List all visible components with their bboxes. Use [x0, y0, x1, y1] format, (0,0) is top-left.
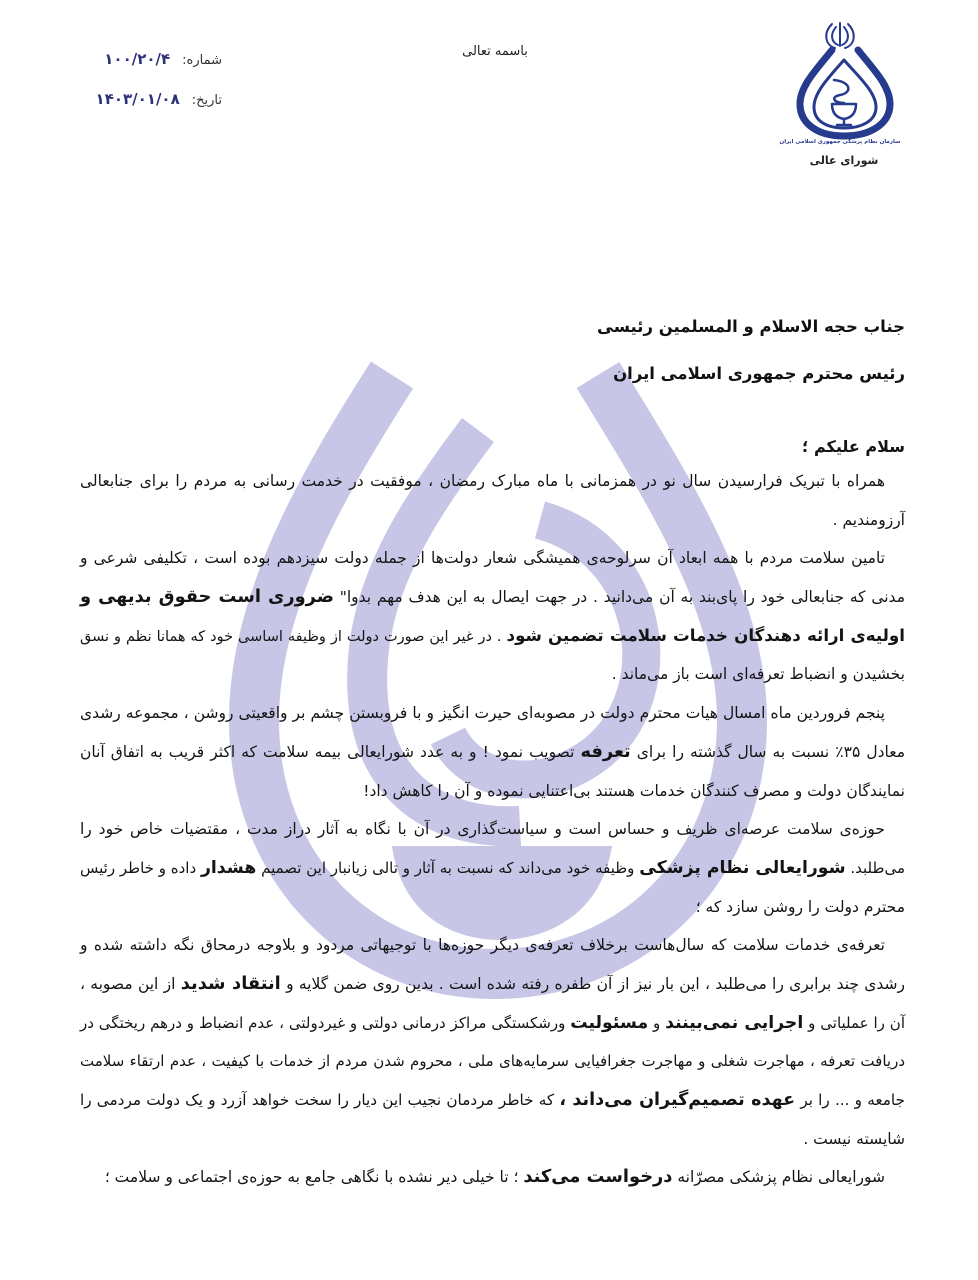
bold-text: شورایعالی نظام پزشکی — [639, 857, 846, 878]
date-label: تاریخ: — [191, 93, 222, 108]
letter-date-row — [96, 90, 222, 108]
text-line — [80, 888, 905, 927]
text-line — [80, 539, 905, 578]
text-segment: شورایعالی نظام پزشکی مصرّانه — [672, 1168, 885, 1187]
text-segment: و — [648, 1013, 666, 1032]
logo-council-name: شورای عالی — [809, 154, 879, 167]
text-segment: وظیفه خود می‌داند که نسبت به آثار و تالی زیانبار این تصمیم — [256, 858, 640, 877]
text-line — [80, 694, 905, 733]
text-segment: شایسته نیست . — [803, 1129, 905, 1148]
text-segment: محترم دولت را روشن سازد که ؛ — [695, 897, 905, 916]
text-line — [80, 655, 905, 694]
text-segment: معادل ۳۵٪ نسبت به سال گذشته را برای — [630, 742, 905, 761]
date-value: ۱۴۰۳/۰۱/۰۸ — [95, 90, 180, 108]
bold-text: عهده تصمیم‌گیران می‌داند ، — [559, 1090, 796, 1110]
text-segment: حوزه‌ی سلامت عرصه‌ای ظریف و حساس است و سیاست‌گذاری در آن با نگاه به آثار دراز مدت ، مقتضیات خاص خود را — [80, 820, 885, 839]
logo-organization-name: سازمان نظام پزشکی جمهوری اسلامی ایران — [779, 139, 901, 145]
text-line — [80, 1081, 905, 1120]
text-line — [80, 849, 905, 888]
number-value: ۱۰۰/۲۰/۴ — [104, 50, 171, 68]
text-segment: تصویب نمود ! و به عدد شورایعالی بیمه سلامت که اکثر قریب به اتفاق آنان — [80, 742, 581, 761]
text-segment: که خاطر مردمان نجیب این دیار را سخت خواهد آزرد و یک دولت مردمی را — [80, 1091, 560, 1109]
bold-text: تعرفه — [580, 740, 631, 762]
bold-text: درخواست می‌کند — [523, 1166, 673, 1188]
letter-body — [80, 462, 905, 1197]
paragraph — [80, 539, 905, 694]
greeting: سلام علیکم ؛ — [802, 437, 905, 456]
addressee-line-2: رئیس محترم جمهوری اسلامی ایران — [613, 364, 905, 383]
text-segment: آرزومندیم . — [832, 510, 905, 529]
text-line — [80, 926, 905, 965]
text-line — [80, 772, 905, 811]
text-segment: داده و خاطر رئیس — [80, 858, 201, 877]
text-line — [80, 1158, 905, 1197]
medical-council-logo-icon — [786, 18, 910, 146]
addressee-line-1: جناب حجه الاسلام و المسلمین رئیسی — [597, 317, 905, 336]
letter-number-row — [104, 50, 222, 68]
text-line — [80, 810, 905, 849]
paragraph — [80, 926, 905, 1158]
text-segment: مدنی که جنابعالی خود را پای‌بند به آن می‌دانید . در جهت ایصال به این هدف مهم بدوا" — [333, 588, 905, 607]
text-line — [80, 617, 905, 656]
bold-text: اولیه‌ی ارائه دهندگان خدمات سلامت تضمین شود — [506, 625, 905, 645]
iran-emblem-icon — [826, 23, 853, 48]
text-line — [80, 1004, 905, 1043]
text-line — [80, 462, 905, 501]
text-line — [80, 733, 905, 772]
text-line — [80, 1042, 905, 1081]
bold-text: انتقاد شدید — [180, 972, 281, 994]
bold-text: ضروری است حقوق بدیهی و — [80, 586, 334, 608]
text-line — [80, 965, 905, 1004]
number-label: شماره: — [182, 53, 222, 68]
text-segment: پنجم فروردین ماه امسال هیات محترم دولت در مصوبه‌ای حیرت انگیز و با فروبستن چشم بر واقعیتی روشن ، مجموعه رشدی — [80, 704, 885, 723]
medical-cup-snake-icon — [832, 80, 856, 125]
paragraph — [80, 462, 905, 539]
text-segment: همراه با تبریک فرارسیدن سال نو در همزمانی با ماه مبارک رمضان ، موفقیت در خدمت رسانی به مردم را برای جنابعالی — [80, 472, 885, 490]
paragraph — [80, 694, 905, 810]
text-line — [80, 1120, 905, 1159]
paragraph — [80, 1158, 905, 1197]
bold-text: هشدار — [200, 857, 257, 878]
text-segment: ؛ تا خیلی دیر نشده با نگاهی جامع به حوزه‌ی اجتماعی و سلامت ؛ — [104, 1168, 524, 1187]
text-segment: رشدی چند برابری را می‌طلبد ، این بار نیز از آن طفره رفته شده است . بدین روی ضمن گلایه و — [280, 974, 906, 993]
text-segment: دریافت تعرفه ، مهاجرت شغلی و مهاجرت جغرافیایی سرمایه‌های ملی ، محروم شدن مردم از خدمات با کیفیت ، عدم ارتقاء سلامت — [80, 1052, 905, 1071]
text-segment: می‌طلبد. — [845, 858, 905, 877]
paragraph — [80, 810, 905, 926]
text-line — [80, 501, 905, 540]
bold-text: اجرایی نمی‌بینند — [665, 1012, 804, 1033]
text-segment: از این مصوبه ، — [80, 974, 181, 993]
basmala-heading: باسمه تعالی — [462, 44, 528, 59]
text-segment: آن را عملیاتی و — [803, 1013, 905, 1032]
text-segment: تامین سلامت مردم با همه ابعاد آن سرلوحه‌ی همیشگی شعار دولت‌ها از جمله دولت سیزدهم بوده است ، تکلیفی شرعی و — [80, 549, 885, 568]
text-segment: نمایندگان دولت و مصرف کنندگان خدمات هستند بی‌اعتنایی نموده و آن را کاهش داد! — [363, 781, 905, 800]
text-segment: بخشیدن و انضباط تعرفه‌ای است باز می‌ماند . — [611, 665, 905, 684]
text-segment: تعرفه‌ی خدمات سلامت که سال‌هاست برخلاف تعرفه‌ی دیگر حوزه‌ها با توجیهاتی مردود و بلاوجه درمحاق نگه داشته شده و — [80, 936, 885, 955]
text-segment: . در غیر این صورت دولت از وظیفه اساسی خود که همانا نظم و نسق — [80, 628, 507, 645]
bold-text: مسئولیت — [570, 1012, 649, 1033]
text-segment: جامعه و ... را بر — [795, 1091, 905, 1109]
text-segment: ورشکستگی مراکز درمانی دولتی و غیردولتی ، عدم انضباط و درهم ریختگی در — [80, 1013, 571, 1032]
text-line — [80, 578, 905, 617]
